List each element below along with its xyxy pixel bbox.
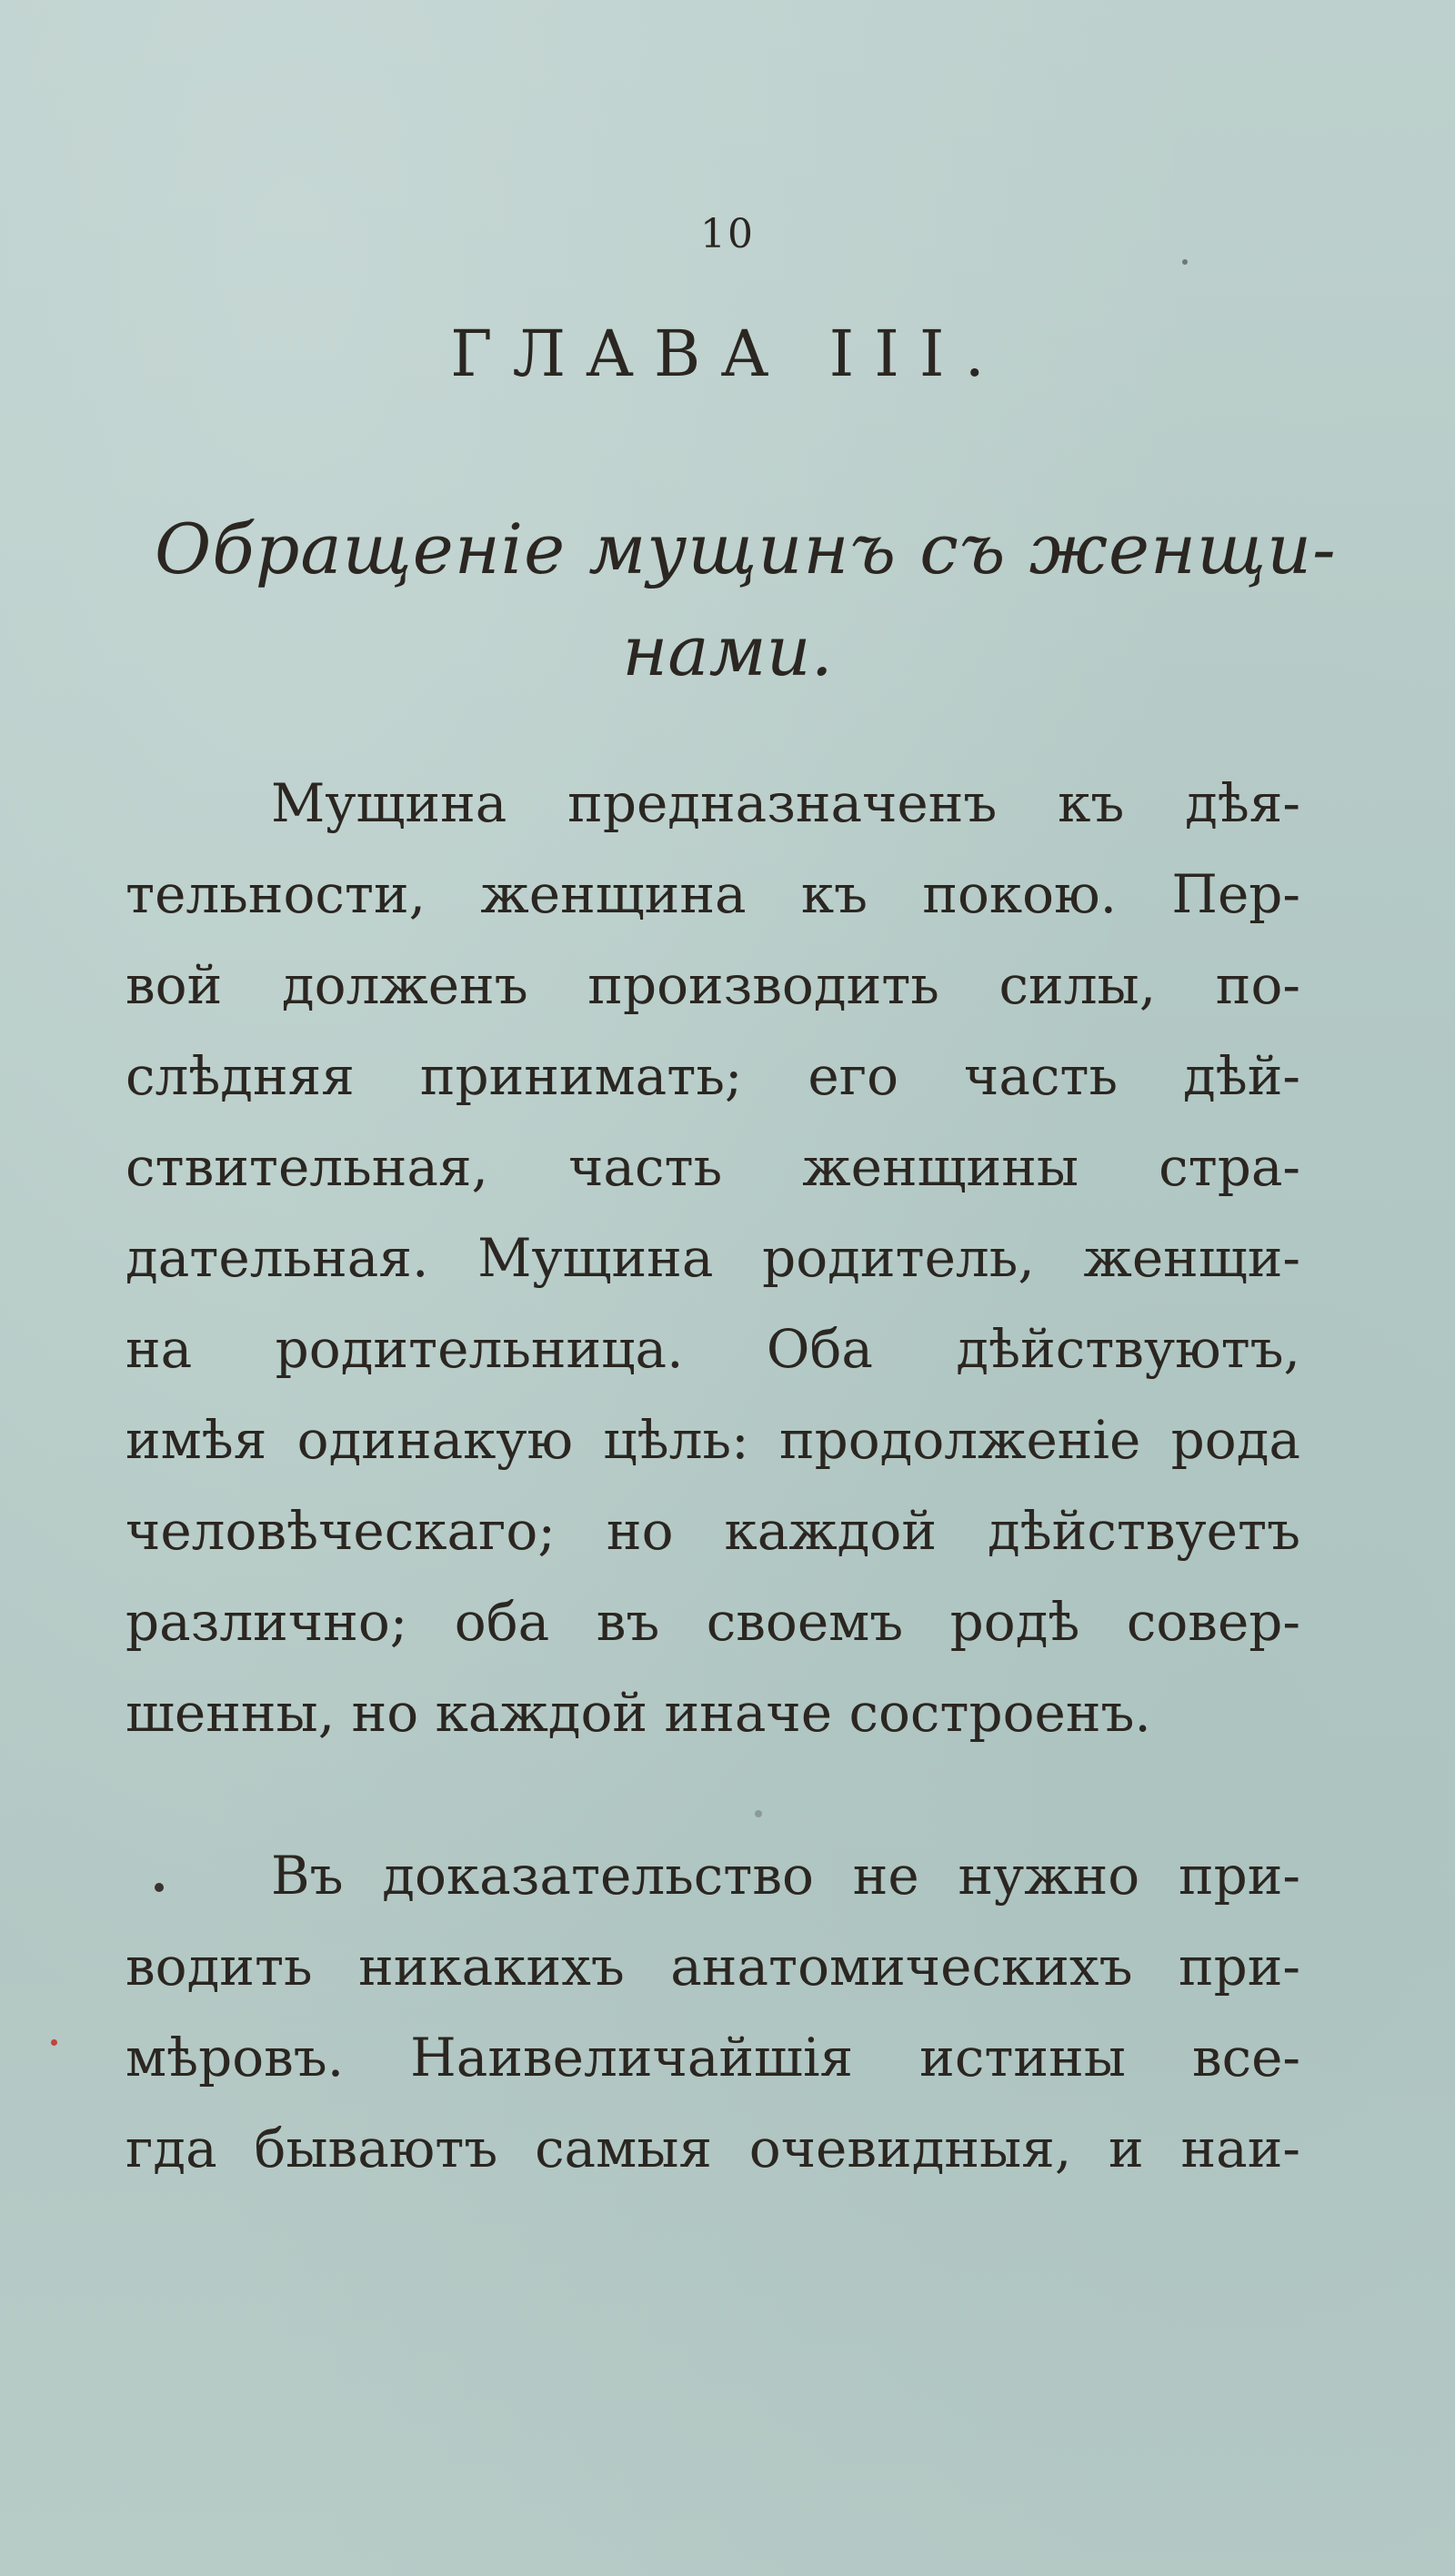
text-line: Мущина предназначенъ къ дѣя- xyxy=(271,772,1300,834)
text-line: мѣровъ. Наивеличайшія истины все- xyxy=(125,2027,1300,2088)
paragraph-1 xyxy=(125,758,1300,1758)
ink-speck xyxy=(1182,259,1188,265)
chapter-title xyxy=(109,498,1346,702)
chapter-title-line: Обращеніе мущинъ съ женщи- xyxy=(155,508,1337,589)
text-line: тельности, женщина къ покою. Пер- xyxy=(125,863,1300,925)
chapter-heading: ГЛАВА III. xyxy=(450,317,1005,391)
paragraph-2 xyxy=(125,1830,1300,2194)
text-line: имѣя одинакую цѣль: продолженіе рода xyxy=(125,1409,1300,1471)
text-line: на родительница. Оба дѣйствуютъ, xyxy=(125,1318,1300,1380)
chapter-title-line: нами. xyxy=(622,610,833,691)
text-line: дательная. Мущина родитель, женщи- xyxy=(125,1227,1300,1289)
text-line: гда бываютъ самыя очевидныя, и наи- xyxy=(125,2118,1300,2179)
text-line: вой долженъ производить силы, по- xyxy=(125,954,1300,1016)
text-line: различно; оба въ своемъ родѣ совер- xyxy=(125,1591,1300,1653)
text-line: человѣческаго; но каждой дѣйствуетъ xyxy=(125,1500,1300,1562)
ink-speck xyxy=(51,2039,57,2046)
text-line: водить никакихъ анатомическихъ при- xyxy=(125,1936,1300,1997)
ink-speck xyxy=(755,1810,762,1817)
ink-speck xyxy=(155,1883,164,1892)
text-line: ствительная, часть женщины стра- xyxy=(125,1136,1300,1198)
text-line: слѣдняя принимать; его часть дѣй- xyxy=(125,1045,1300,1107)
text-line: шенны, но каждой иначе состроенъ. xyxy=(125,1682,1151,1744)
page-number: 10 xyxy=(700,211,755,257)
text-line: Въ доказательство не нужно при- xyxy=(271,1845,1300,1907)
